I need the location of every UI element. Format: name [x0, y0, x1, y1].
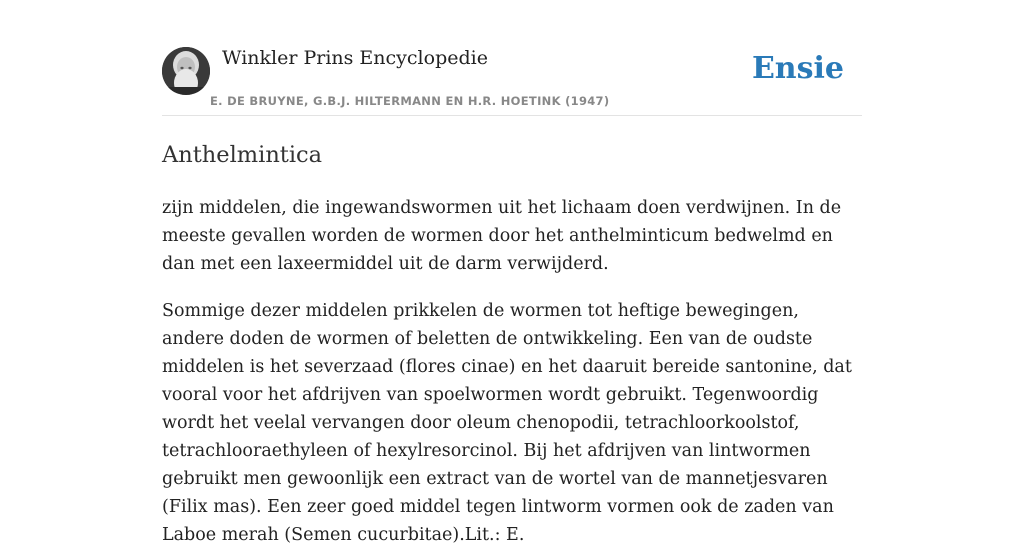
article-paragraph-1: zijn middelen, die ingewandswormen uit het lichaam doen verdwijnen. In de meeste gevallen worden de wormen door het anthelminticum bedwelmd en dan met een laxeermiddel uit de darm verwijderd. — [162, 198, 842, 274]
page — [162, 0, 862, 549]
author-portrait-image — [162, 47, 210, 95]
article-title: Anthelmintica — [162, 142, 323, 168]
author-portrait-avatar — [162, 47, 210, 95]
ensie-brand-logo[interactable]: Ensie — [751, 51, 844, 86]
authors-credit: E. DE BRUYNE, G.B.J. HILTERMANN EN H.R. HOETINK (1947) — [210, 94, 610, 108]
header — [162, 0, 862, 116]
article-paragraph-2: Sommige dezer middelen prikkelen de wormen tot heftige bewegingen, andere doden de wormen of beletten de ontwikkeling. Een van de oudste middelen is het severzaad (flores cinae) en het daaruit bereide santonine, dat vooral voor het afdrijven van spoelwormen wordt gebruikt. Tegenwoordig wordt het veelal vervangen door oleum chenopodii, tetrachloorkoolstof, tetrachlooraethyleen of hexylresorcinol. Bij het afdrijven van lintwormen gebruikt men gewoonlijk een extract van de wortel van de mannetjesvaren (Filix mas). Een zeer goed middel tegen lintworm vormen ook de zaden van Laboe merah (Semen cucurbitae).Lit.: E. — [162, 301, 852, 545]
site-title[interactable]: Winkler Prins Encyclopedie — [222, 47, 488, 69]
